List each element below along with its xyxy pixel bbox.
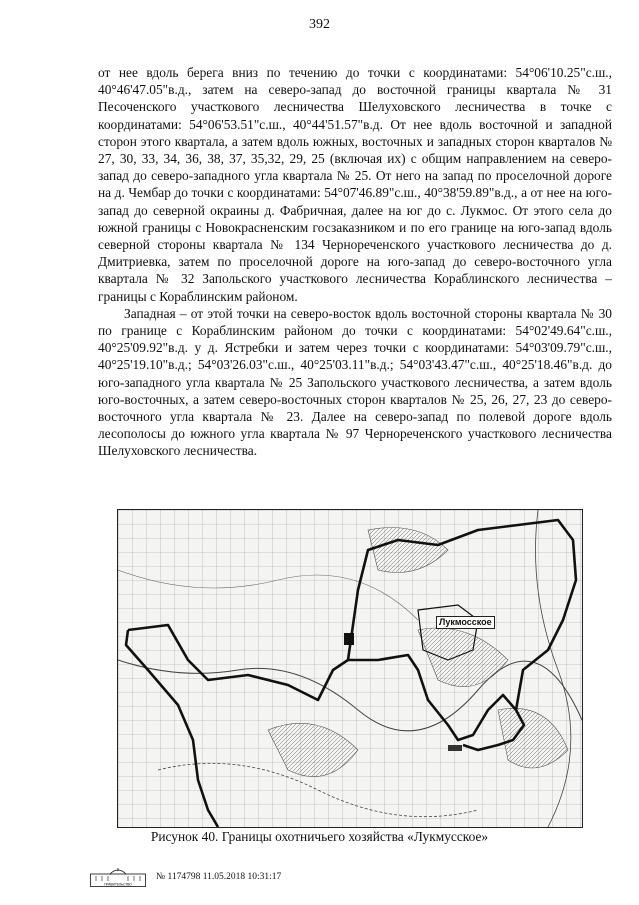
government-building-seal-icon (90, 867, 146, 887)
map-label-lukmosskoe: Лукмосское (436, 616, 495, 629)
svg-text:ПРАВИТЕЛЬСТВО: ПРАВИТЕЛЬСТВО (104, 882, 132, 887)
map-drawing (118, 510, 582, 827)
page-number: 392 (309, 17, 330, 32)
figure-caption: Рисунок 40. Границы охотничьего хозяйства «Лукмусское» (150, 829, 489, 844)
document-body (98, 64, 612, 460)
document-stamp: № 1174798 11.05.2018 10:31:17 (156, 872, 282, 882)
boundary-map (117, 509, 583, 828)
paragraph-1: от нее вдоль берега вниз по течению до точки с координатами: 54°06'10.25"с.ш., 40°46'47.05"в.д., затем на северо-запад до восточной границы квартала № 31 Песоченского участкового лесничества Шелуховского лесничества в точке с координатами: 54°06'53.51"с.ш., 40°44'51.57"в.д. От нее вдоль восточной и западной сторон этого квартала, а затем вдоль южных, восточных и западных сторон кварталов № 27, 30, 33, 34, 36, 38, 37, 35,32, 29, 25 (включая их) с общим направлением на северо-запад до северо-западного угла квартала № 25. От него на запад по проселочной дороге на д. Чембар до точки с координатами: 54°07'46.89"с.ш., 40°38'59.89"в.д., а от нее на юго-запад до северной окраины д. Фабричная, далее на юг до с. Лукмос. От этого села до южной границы с Новокрасненским госзаказником и по его границе на юго-запад вдоль северной стороны квартала № 134 Чернореченского участкового лесничества до д. Дмитриевка, затем по проселочной дороге на юго-запад до северо-восточного угла квартала № 32 Запольского участкового лесничества Кораблинского лесничества – границы с Кораблинским районом. (98, 65, 612, 304)
footer (90, 866, 281, 888)
paragraph-2: Западная – от этой точки на северо-восток вдоль восточной стороны квартала № 30 по границе с Кораблинским районом до точки с координатами: 54°02'49.64"с.ш., 40°25'09.92"в.д. у д. Ястребки и затем через точки с координатами: 54°03'09.79"с.ш., 40°25'19.10"в.д.; 54°03'26.03"с.ш., 40°25'03.11"в.д.; 54°03'43.47"с.ш., 40°25'18.46"в.д. до юго-западного угла квартала № 25 Запольского участкового лесничества, а затем вдоль юго-восточных, а затем северо-восточных сторон кварталов № 25, 26, 27, 23 до северо-восточного угла квартала № 23. Далее на северо-запад по полевой дороге вдоль лесополосы до южного угла квартала № 97 Чернореченского участкового лесничества Шелуховского лесничества. (98, 305, 612, 459)
